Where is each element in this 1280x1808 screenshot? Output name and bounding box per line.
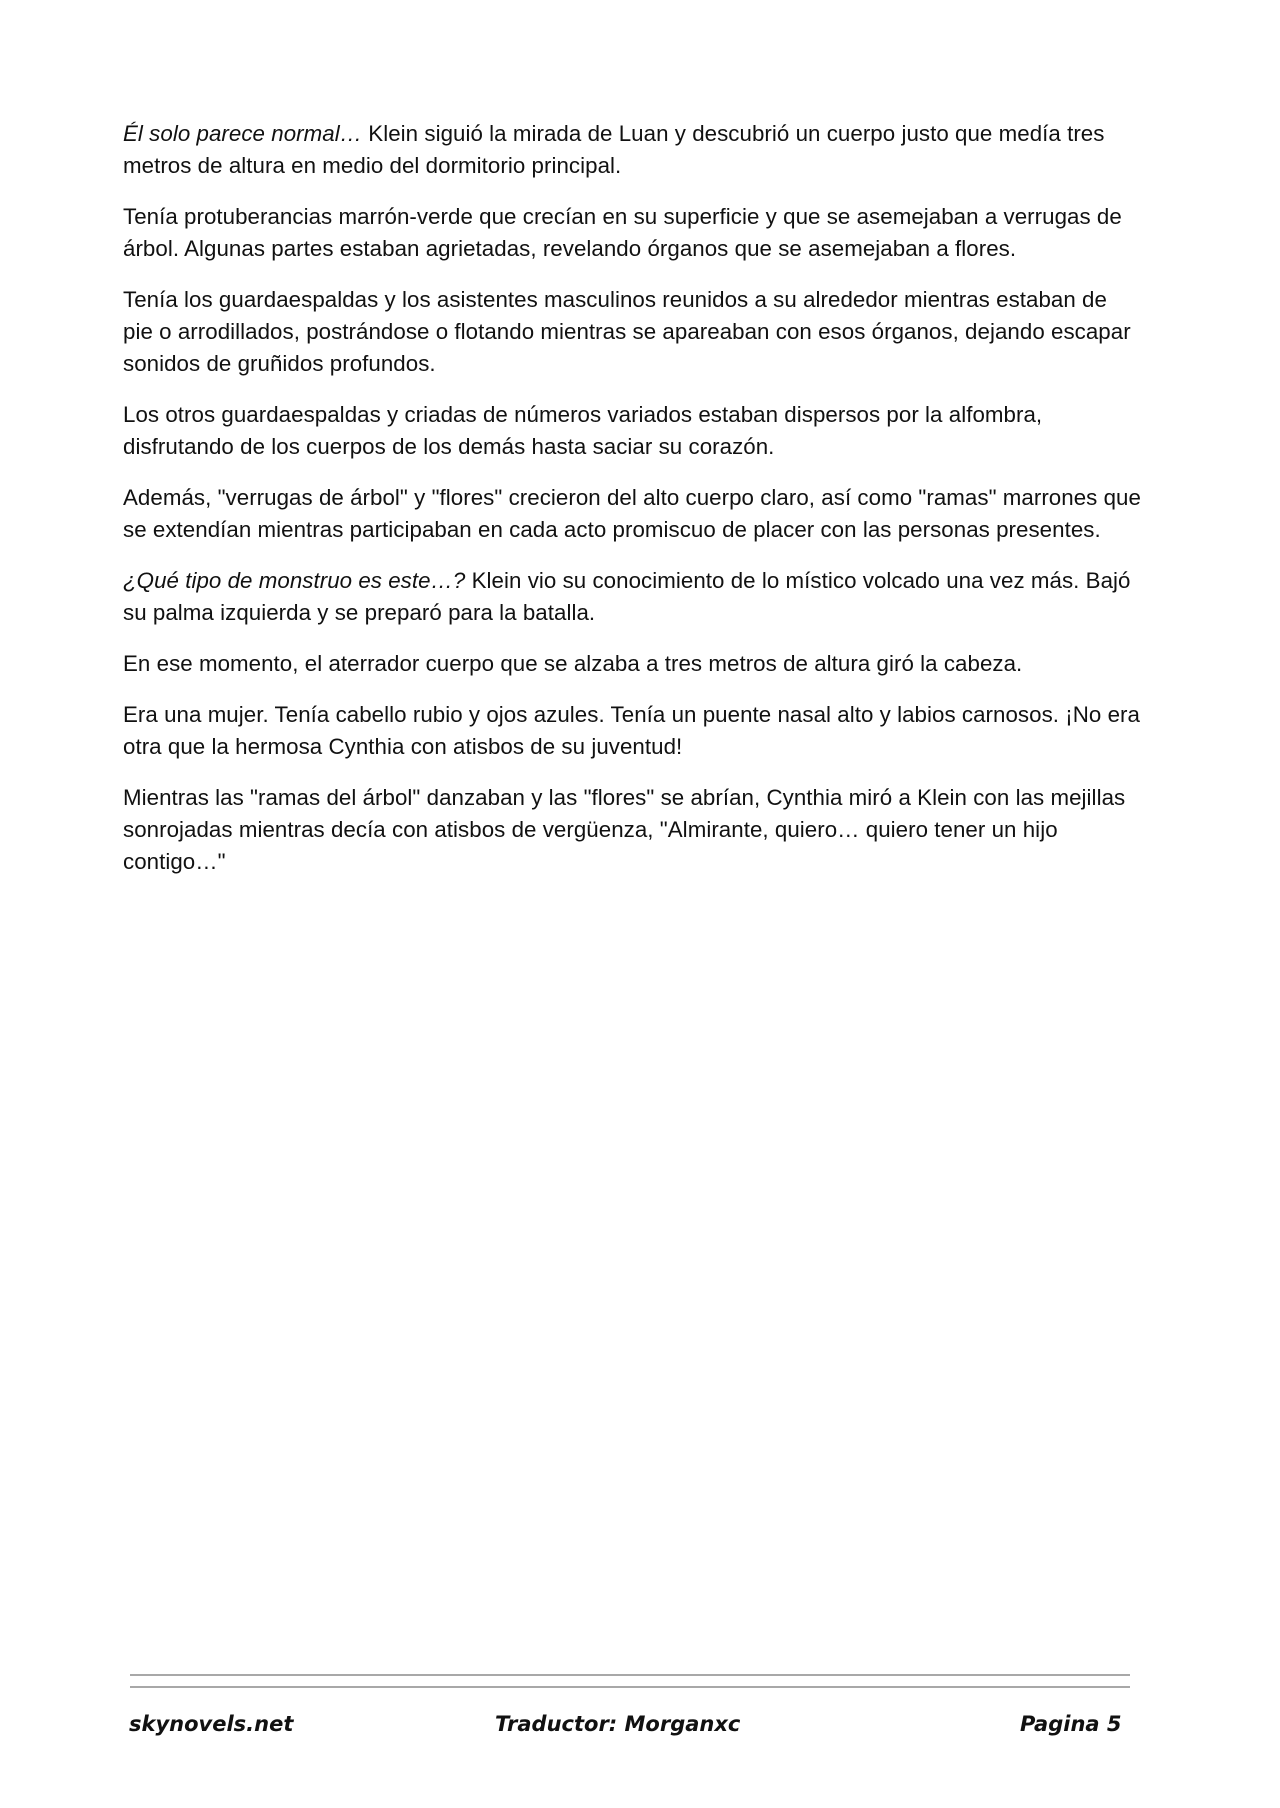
paragraph-5-text: Además, "verrugas de árbol" y "flores" crecieron del alto cuerpo claro, así como "ramas" marrones que se extendían mientras participaban en cada acto promiscuo de placer con las personas presentes. (123, 485, 1141, 542)
paragraph-7 (123, 648, 1143, 680)
paragraph-9-text: Mientras las "ramas del árbol" danzaban y las "flores" se abrían, Cynthia miró a Klein con las mejillas sonrojadas mientras decía con atisbos de vergüenza, "Almirante, quiero… quiero tener un hijo contigo…" (123, 785, 1126, 874)
paragraph-6-text: Klein vio su conocimiento de lo místico volcado una vez más. Bajó su palma izquierda y se preparó para la batalla. (123, 568, 1131, 625)
paragraph-9 (123, 782, 1143, 878)
footer-divider-bottom (130, 1686, 1130, 1688)
paragraph-8 (123, 699, 1143, 763)
footer-translator: Traductor: Morganxc (495, 1712, 741, 1736)
paragraph-1-italic: Él solo parece normal… (123, 121, 363, 146)
paragraph-6 (123, 565, 1143, 629)
paragraph-8-text: Era una mujer. Tenía cabello rubio y ojos azules. Tenía un puente nasal alto y labios carnosos. ¡No era otra que la hermosa Cynthia con atisbos de su juventud! (123, 702, 1140, 759)
paragraph-3 (123, 284, 1143, 380)
paragraph-5 (123, 482, 1143, 546)
paragraph-2 (123, 201, 1143, 265)
paragraph-1-text: Klein siguió la mirada de Luan y descubrió un cuerpo justo que medía tres metros de altura en medio del dormitorio principal. (123, 121, 1105, 178)
paragraph-2-text: Tenía protuberancias marrón-verde que crecían en su superficie y que se asemejaban a verrugas de árbol. Algunas partes estaban agrietadas, revelando órganos que se asemejaban a flores. (123, 204, 1122, 261)
page-footer (0, 1712, 1280, 1752)
footer-site: skynovels.net (129, 1712, 294, 1736)
chapter-text (123, 118, 1143, 897)
paragraph-6-italic: ¿Qué tipo de monstruo es este…? (123, 568, 466, 593)
footer-divider-top (130, 1674, 1130, 1676)
paragraph-4 (123, 399, 1143, 463)
footer-page-number: Pagina 5 (1020, 1712, 1122, 1736)
paragraph-3-text: Tenía los guardaespaldas y los asistentes masculinos reunidos a su alrededor mientras estaban de pie o arrodillados, postrándose o flotando mientras se apareaban con esos órganos, dejando escapar sonidos de gruñidos profundos. (123, 287, 1131, 376)
paragraph-7-text: En ese momento, el aterrador cuerpo que se alzaba a tres metros de altura giró la cabeza. (123, 651, 1023, 676)
paragraph-4-text: Los otros guardaespaldas y criadas de números variados estaban dispersos por la alfombra, disfrutando de los cuerpos de los demás hasta saciar su corazón. (123, 402, 1043, 459)
paragraph-1 (123, 118, 1143, 182)
